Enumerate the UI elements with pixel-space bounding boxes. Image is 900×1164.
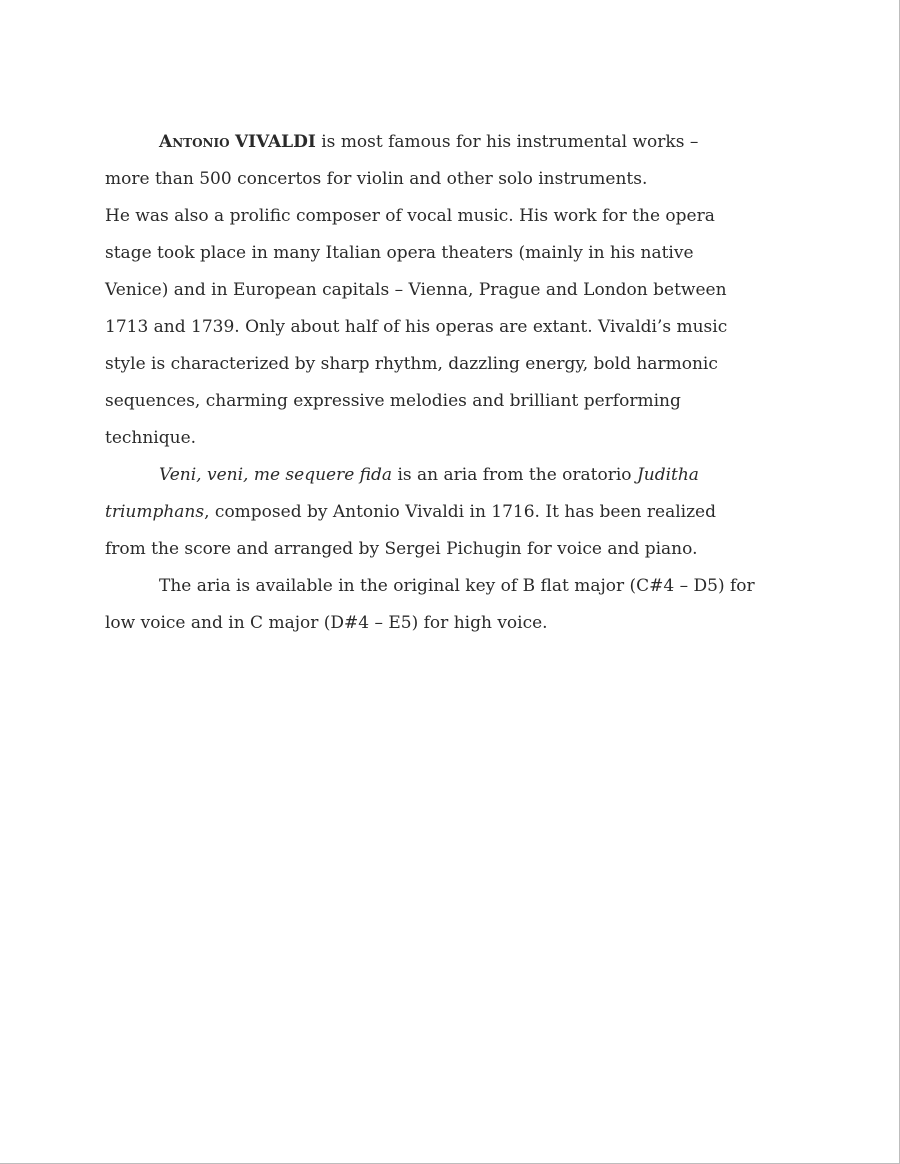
- paragraph-4-line-1: The aria is available in the original key of B flat major (C#4 – D5) for: [159, 576, 755, 596]
- aria-title: Veni, veni, me sequere fida: [159, 465, 393, 485]
- paragraph-2-line-2: stage took place in many Italian opera theaters (mainly in his native: [105, 243, 694, 263]
- paragraph-4-line-2: low voice and in C major (D#4 – E5) for high voice.: [105, 613, 548, 633]
- paragraph-3-line-2-rest: , composed by Antonio Vivaldi in 1716. It has been realized: [204, 502, 716, 522]
- paragraph-2-line-7: technique.: [105, 428, 197, 448]
- paragraph-2-line-3: Venice) and in European capitals – Vienna, Prague and London between: [105, 280, 727, 300]
- paragraph-1-line-1: [105, 124, 805, 161]
- oratorio-title-part-1: Juditha: [636, 465, 699, 485]
- paragraph-3-line-3: from the score and arranged by Sergei Pichugin for voice and piano.: [105, 539, 698, 559]
- paragraph-2-line-4: 1713 and 1739. Only about half of his operas are extant. Vivaldi’s music: [105, 317, 728, 337]
- paragraph-2-line-1: He was also a prolific composer of vocal music. His work for the opera: [105, 206, 715, 226]
- paragraph-3-line-1-mid: is an aria from the oratorio: [392, 465, 637, 485]
- oratorio-title-part-2: triumphans: [105, 502, 205, 522]
- paragraph-2-line-6: sequences, charming expressive melodies and brilliant performing: [105, 391, 681, 411]
- body-text: [105, 124, 805, 642]
- composer-first-name: Antonio: [159, 132, 230, 152]
- composer-last-name: VIVALDI: [234, 132, 316, 152]
- paragraph-3-line-1: [105, 457, 805, 494]
- paragraph-2-line-5: style is characterized by sharp rhythm, dazzling energy, bold harmonic: [105, 354, 718, 374]
- paragraph-3-line-2: [105, 494, 805, 531]
- paragraph-1-line-1-rest: is most famous for his instrumental works –: [315, 132, 699, 152]
- paragraph-1-line-2: more than 500 concertos for violin and other solo instruments.: [105, 169, 648, 189]
